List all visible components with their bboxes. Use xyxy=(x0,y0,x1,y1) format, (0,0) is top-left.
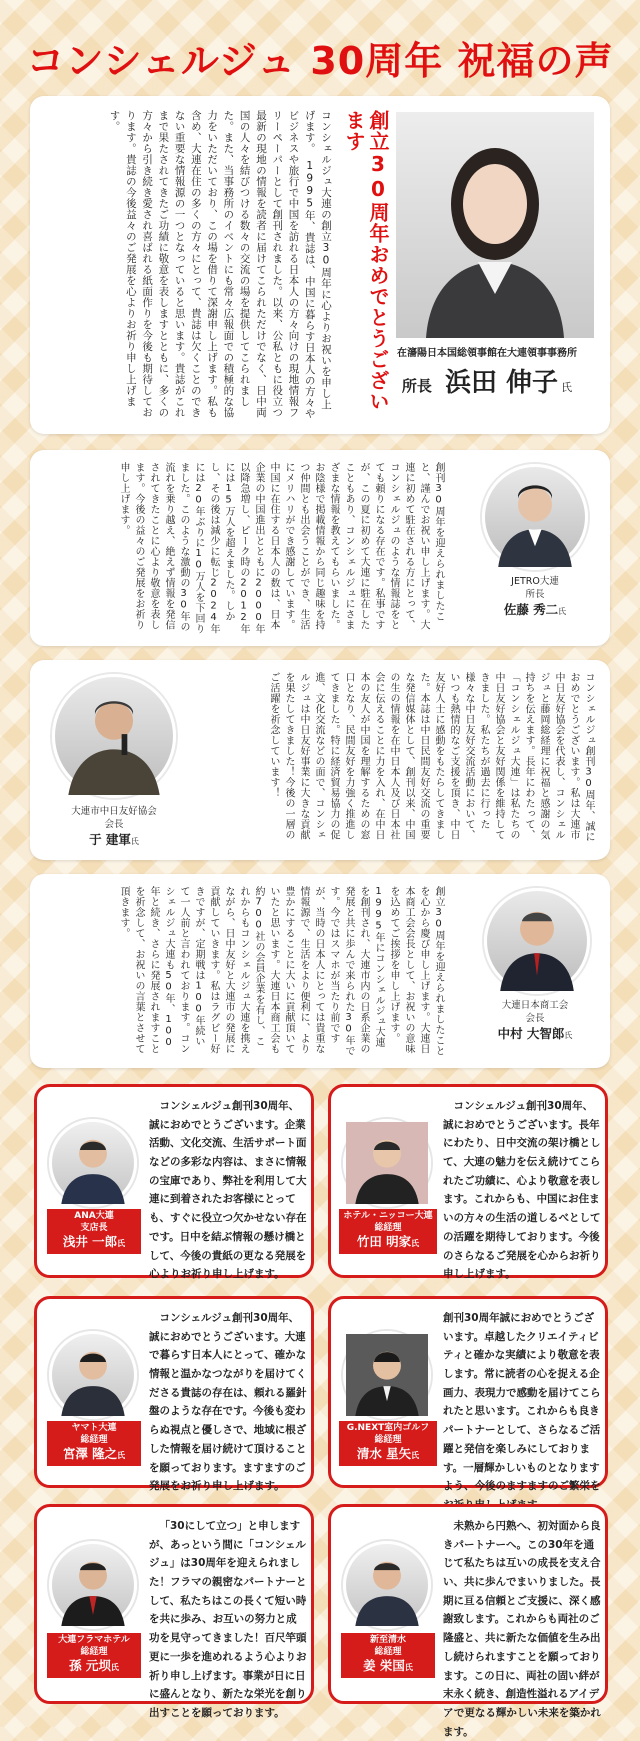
person-name: 中村 大智郎 xyxy=(497,1025,565,1041)
message-body: 未熟から円熟へ、初対面から良きパートナーへ。この30年を通じて私たちは互いの成長を支え合い、共に歩んでまいりました。長期に亘る信頼とご支援に、深く感謝致します。これからも両社のご隆盛と、共に新たな価値を生み出し続けられますことを願っております。この日に、両社の固い絆が末永く続き、創造性溢れるアイデアで更なる輝かしい未来を築かれます。 xyxy=(443,1520,601,1738)
person-label xyxy=(339,1421,437,1466)
person-position: 総経理 xyxy=(374,1222,402,1233)
featured-message-card xyxy=(30,96,610,434)
message-body: コンシェルジュ創刊30周年、誠におめでとうございます。企業活動、文化交流、生活サポート面などの多彩な内容は、まさに情報の宝庫であり、弊社を利用して大連に到着されたお客様にとっても、すぐに役立つ欠かせない存在です。日中を結ぶ情報の懸け橋として、今後の貴紙の更なる発展を心よりお祈り申し上げます。 xyxy=(149,1100,307,1281)
person-label xyxy=(47,1633,141,1678)
person-position: 会長 xyxy=(104,818,124,830)
person-name: 宮澤 隆之 xyxy=(62,1446,118,1462)
message-body: 「30にして立つ」と申しますが、あっという間に「コンシェルジュ」は30周年を迎えられました！フラマの親密なパートナーとして、私たちはこの長くて短い時を共に歩み、お互いの努力と成功を見守ってきました！百尺竿頭更に一歩を進めれるよう心よりお祈り申し上げます。事業が日に日に盛んとなり、新たな栄光を創り出すことを願っております。 xyxy=(149,1520,307,1719)
person-position: 総経理 xyxy=(374,1646,402,1657)
message-body: コンシェルジュ創刊30周年、誠におめでとうございます。私は大連市中日友好協会を代表し、コンシェルジュと藤岡総経理に祝福と感謝の気持ちを伝えます。長年にわたって、「コンシェルジュ大連」は私たちの中日友好協会と友好関係を維持してきました。私たちが過去に行った様々な中日友好交流活動において、いつも熱情的なご支援を頂き、中日友好人士に感動をもたらしてきました。本誌は中日民間友好交流の重要な発信媒体として、創刊以来、中国の生の情報を在中日本人及び日本社会に伝えることに力を入れ、在中日本の友人が中国を理解するための窓口となり、民間友好を力強く推進してきました。特に経済貿易協力の促進、文化交流などの面で、コンシェルジュは中日友好事業に大きな貢献を果たしてきました！今後の一層のご活躍を祈念しています！ xyxy=(268,672,594,842)
person-org: ヤマト大連 xyxy=(71,1423,117,1433)
featured-headline: 創立30周年おめでとうございます xyxy=(342,110,390,412)
person-photo xyxy=(343,1541,431,1629)
person-photo xyxy=(52,674,176,798)
page-title: コンシェルジュ 30周年 祝福の声 xyxy=(26,39,614,83)
person-position: 総経理 xyxy=(80,1434,108,1445)
person-position: 総経理 xyxy=(374,1434,402,1445)
person-position: 会長 xyxy=(525,1012,545,1024)
portrait-icon xyxy=(52,1122,134,1204)
portrait-icon xyxy=(396,112,594,338)
person-org: JETRO大連 xyxy=(511,576,559,587)
person-name: 清水 星矢 xyxy=(356,1446,412,1462)
message-card-gnext xyxy=(328,1296,608,1493)
person-name: 浅井 一郎 xyxy=(62,1234,118,1250)
person-caption xyxy=(38,806,190,849)
person-org: 新至清水 xyxy=(369,1635,406,1645)
person-photo xyxy=(343,1331,431,1419)
message-body: 創刊30周年誠におめでとうございます。卓越したクリエイティビティと確かな実績により敬意を表します。常に読者の心を捉える企画力、表現力で感動を届けてこられたと思います。これからも良きパートナーとして、さらなるご活躍と発信を楽しみにしております。一層輝かしいものとなりますよう、今後のますますのご繁栄を xyxy=(443,1312,601,1493)
person-photo xyxy=(482,464,588,570)
portrait-icon xyxy=(346,1334,428,1416)
featured-name-line xyxy=(368,366,606,401)
portrait-icon xyxy=(52,1544,134,1626)
message-card-friendship-association xyxy=(30,660,610,860)
person-suffix: 氏 xyxy=(411,1451,420,1461)
person-suffix: 氏 xyxy=(130,836,139,846)
message-card-nikko xyxy=(328,1084,608,1281)
featured-name: 浜田 伸子 xyxy=(444,368,559,398)
person-photo xyxy=(343,1119,431,1207)
message-body: 創刊30周年を迎えられましたこと、謹んでお祝い申し上げます。大連に初めて駐在される方にとって、コンシェルジュのような情報誌をとても頼りになる存在です。私事ですが、この夏に初めて大連に駐在したこともあり、コンシェルジュにさまざまな情報を教えてもらいました。お陰様で掲載情報から同じ趣味を持つ仲間とも出会うことができ、生活にメリハリができ感謝しています。中国に在住する日本人の数は、日本企業の中国進出とともに2000年以降急増し、ピーク時の2012年には15万人を超えました。しかし、その後は減少に転じ2024年には20年ぶりに10万人を下回りました。このような激動の30年の流れを乗り越え、絶えず情報を発信されてきたことに心より敬意を表します。今後の益々のご発展をお祈り申し上げます。 xyxy=(118,462,444,634)
person-caption xyxy=(460,576,610,619)
message-body: コンシェルジュ創刊30周年、誠におめでとうございます。大連で暮らす日本人にとって、確かな情報と温かなつながりを届けてくださる貴誌の存在は、頼れる羅針盤のような存在です。今後も変わらぬ視点と優しさで、地域に根ざした情報を届け続けて頂けることを願っております。ますますのご発展をお祈り申し上げます。 xyxy=(149,1312,307,1493)
portrait-icon xyxy=(346,1544,428,1626)
person-position: 支店長 xyxy=(80,1222,108,1233)
person-name: 孫 元坝 xyxy=(69,1658,111,1674)
person-org: G.NEXT室内ゴルフ xyxy=(346,1423,430,1433)
portrait-icon xyxy=(485,467,585,567)
featured-position: 所長 xyxy=(401,377,432,395)
message-card-jetro xyxy=(30,450,610,646)
person-label xyxy=(339,1209,437,1254)
featured-message-body: コンシェルジュ大連の創立30周年に心よりお祝いを申し上げます。 1995年、貴誌は、中国に暮らす日本人の方々やビジネスや旅行で中国を訪れる日本人の方々向けの現地情報フリーペーパーとして創刊されました。以来、公私ともに役立つ最新の現地の情報を読者に届けてこられただけでなく、日中両国の人々を結びつける数々の交流の場を提供してこられました。また、当事務所のイベントにも常々広報面での積極的な協力をいただいており、この場を借りて深謝申し上げます。私も含め、大連在住の多くの方々にとって、貴誌は欠くことのできない重要な情報源の一つとなっていると思います。貴誌がこれまで果たされてきたご功績に敬意を表しますとともに、多くの方々から引き続き愛され喜ばれる紙面作りを今後も期待しております。貴誌の今後益々のご発展を心よりお祈り申し上げます。 xyxy=(108,110,332,419)
person-position: 所長 xyxy=(525,588,545,600)
person-photo xyxy=(49,1331,137,1419)
person-name: 于 建軍 xyxy=(89,831,131,847)
person-suffix: 氏 xyxy=(110,1663,119,1673)
person-suffix: 氏 xyxy=(404,1663,413,1673)
person-org: 大連日本商工会 xyxy=(501,1000,569,1011)
message-card-shinshi xyxy=(328,1504,608,1738)
person-org: 大連フラマホテル xyxy=(58,1635,130,1645)
person-label xyxy=(341,1633,435,1678)
message-card-yamato xyxy=(34,1296,314,1493)
person-name: 姜 栄国 xyxy=(363,1658,405,1674)
person-label xyxy=(47,1209,141,1254)
person-position: 総経理 xyxy=(80,1646,108,1657)
person-photo xyxy=(484,888,590,994)
person-name: 佐藤 秀二 xyxy=(503,601,559,617)
person-name: 竹田 明家 xyxy=(356,1234,412,1250)
portrait-icon xyxy=(346,1122,428,1204)
portrait-icon xyxy=(55,677,173,795)
message-body: コンシェルジュ創刊30周年、誠におめでとうございます。長年にわたり、日中交流の架け橋として、大連の魅力を伝え続けてこられたご功績に、心より敬意を表します。これからも、中国にお住まいの方々の生活の道しるべとしての活躍を期待しております。今後のさらなるご発展を心からお祈り申し上げます。 xyxy=(443,1100,601,1281)
person-caption xyxy=(460,1000,610,1043)
person-suffix: 氏 xyxy=(117,1239,126,1249)
portrait-icon xyxy=(487,891,587,991)
message-card-furama xyxy=(34,1504,314,1719)
person-suffix: 氏 xyxy=(564,1030,573,1040)
message-body: 創立30周年を迎えられましたことを心から慶び申し上げます。大連日本商工会会長として、お祝いの意味を込めてご挨拶を申し上げます。1995年にコンシェルジュ大連を創刊され、大連市内の日系企業の発展と共に歩んで来られた30年です。今ではスマホが当たり前ですが、当時の日本人にとっては貴重な情報源で、生活をより便利に、より豊かにすることに大いに貢献頂いていたと思います。大連日本商工会も約700社の会員企業を有し、これからもコンシェルジュ大連を携えながら、日中友好と大連市の発展に貢献していきます。私はラグビー好きですが、定期戦は100年続いて一人前と言われております。コンシェルジュ大連も50年、100年と続き、さらに発展されますことを祈念して、お祝いの言葉とさせて頂きます。 xyxy=(118,886,444,1056)
featured-photo xyxy=(396,112,594,338)
featured-suffix: 氏 xyxy=(561,381,573,394)
person-photo xyxy=(49,1119,137,1207)
message-card-ana xyxy=(34,1084,314,1281)
person-org: ホテル・ニッコー大連 xyxy=(343,1211,433,1221)
person-suffix: 氏 xyxy=(411,1239,420,1249)
featured-affiliation: 在瀋陽日本国総領事館在大連領事事務所 xyxy=(397,348,577,359)
portrait-icon xyxy=(52,1334,134,1416)
person-photo xyxy=(49,1541,137,1629)
person-suffix: 氏 xyxy=(117,1451,126,1461)
person-label xyxy=(47,1421,141,1466)
person-suffix: 氏 xyxy=(558,606,567,616)
message-card-chamber-of-commerce xyxy=(30,874,610,1068)
person-org: ANA大連 xyxy=(74,1211,114,1221)
person-org: 大連市中日友好協会 xyxy=(71,806,157,817)
